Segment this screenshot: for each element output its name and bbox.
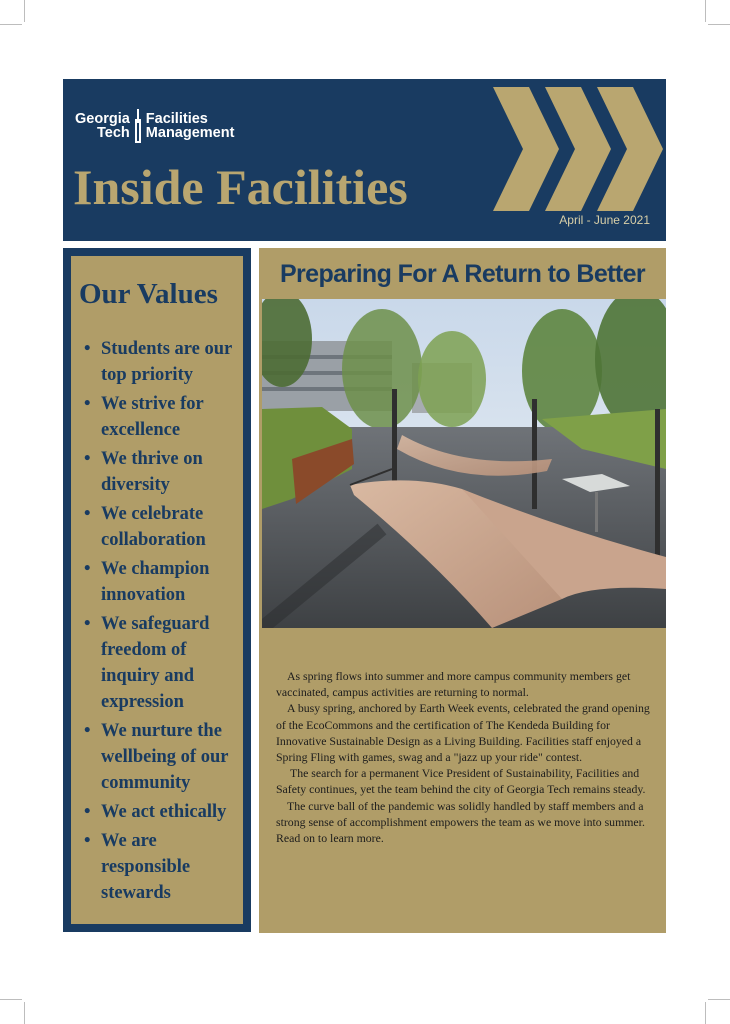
list-item: • Students are our top priority [79,336,243,388]
crop-mark [705,0,706,22]
crop-mark [0,999,22,1000]
list-item: • We act ethically [79,799,243,825]
crop-mark [24,1002,25,1024]
logo-line: Management [145,125,235,141]
hammock-illustration [262,299,666,628]
list-item: • We nurture the wellbeing of our community [79,718,243,796]
article-paragraph: As spring flows into summer and more campus community members get vaccinated, campus activities are returning to normal. [276,669,631,700]
article-panel [259,248,666,933]
article-paragraph: The curve ball of the pandemic was solidly handled by staff members and a strong sense of accomplishment empowers the team as we move into summer. Read on to learn more. [276,798,645,846]
list-item: • We champion innovation [79,556,243,608]
article-title: Preparing For A Return to Better [279,260,646,288]
hammock-photo [262,299,666,628]
list-item: • We celebrate collaboration [79,501,243,553]
values-panel [71,256,243,924]
logo-line: Georgia [75,111,130,127]
article-body [276,668,656,846]
list-item: • We strive for excellence [79,391,243,443]
georgia-tech-facilities-logo [75,109,234,143]
crop-mark [24,0,25,22]
logo-line: Facilities [145,111,208,127]
article-paragraph: The search for a permanent Vice President of Sustainability, Facilities and Safety continues, yet the team behind the city of Georgia Tech remains steady. [276,766,646,797]
values-sidebar [63,248,251,932]
logo-line: Tech [97,125,130,141]
publication-title: Inside Facilities [73,159,408,215]
list-item: • We thrive on diversity [79,446,243,498]
list-item: • We are responsible stewards [79,828,243,906]
crop-mark [0,24,22,25]
crop-mark [708,24,730,25]
tower-icon [133,109,143,143]
crop-mark [705,1002,706,1024]
chevron-arrows-icon [493,87,663,211]
issue-date: April - June 2021 [559,213,650,227]
masthead-banner [63,79,666,241]
values-list [79,336,243,909]
crop-mark [708,999,730,1000]
list-item: • We safeguard freedom of inquiry and expression [79,611,243,715]
values-title: Our Values [79,278,218,310]
article-paragraph: A busy spring, anchored by Earth Week events, celebrated the grand opening of the EcoCommons and the certification of The Kendeda Building for Innovative Sustainable Design as a Living Building. Facilities staff enjoyed a Spring Fling with games, swag and a "jazz up your ride" contest. [276,701,650,765]
